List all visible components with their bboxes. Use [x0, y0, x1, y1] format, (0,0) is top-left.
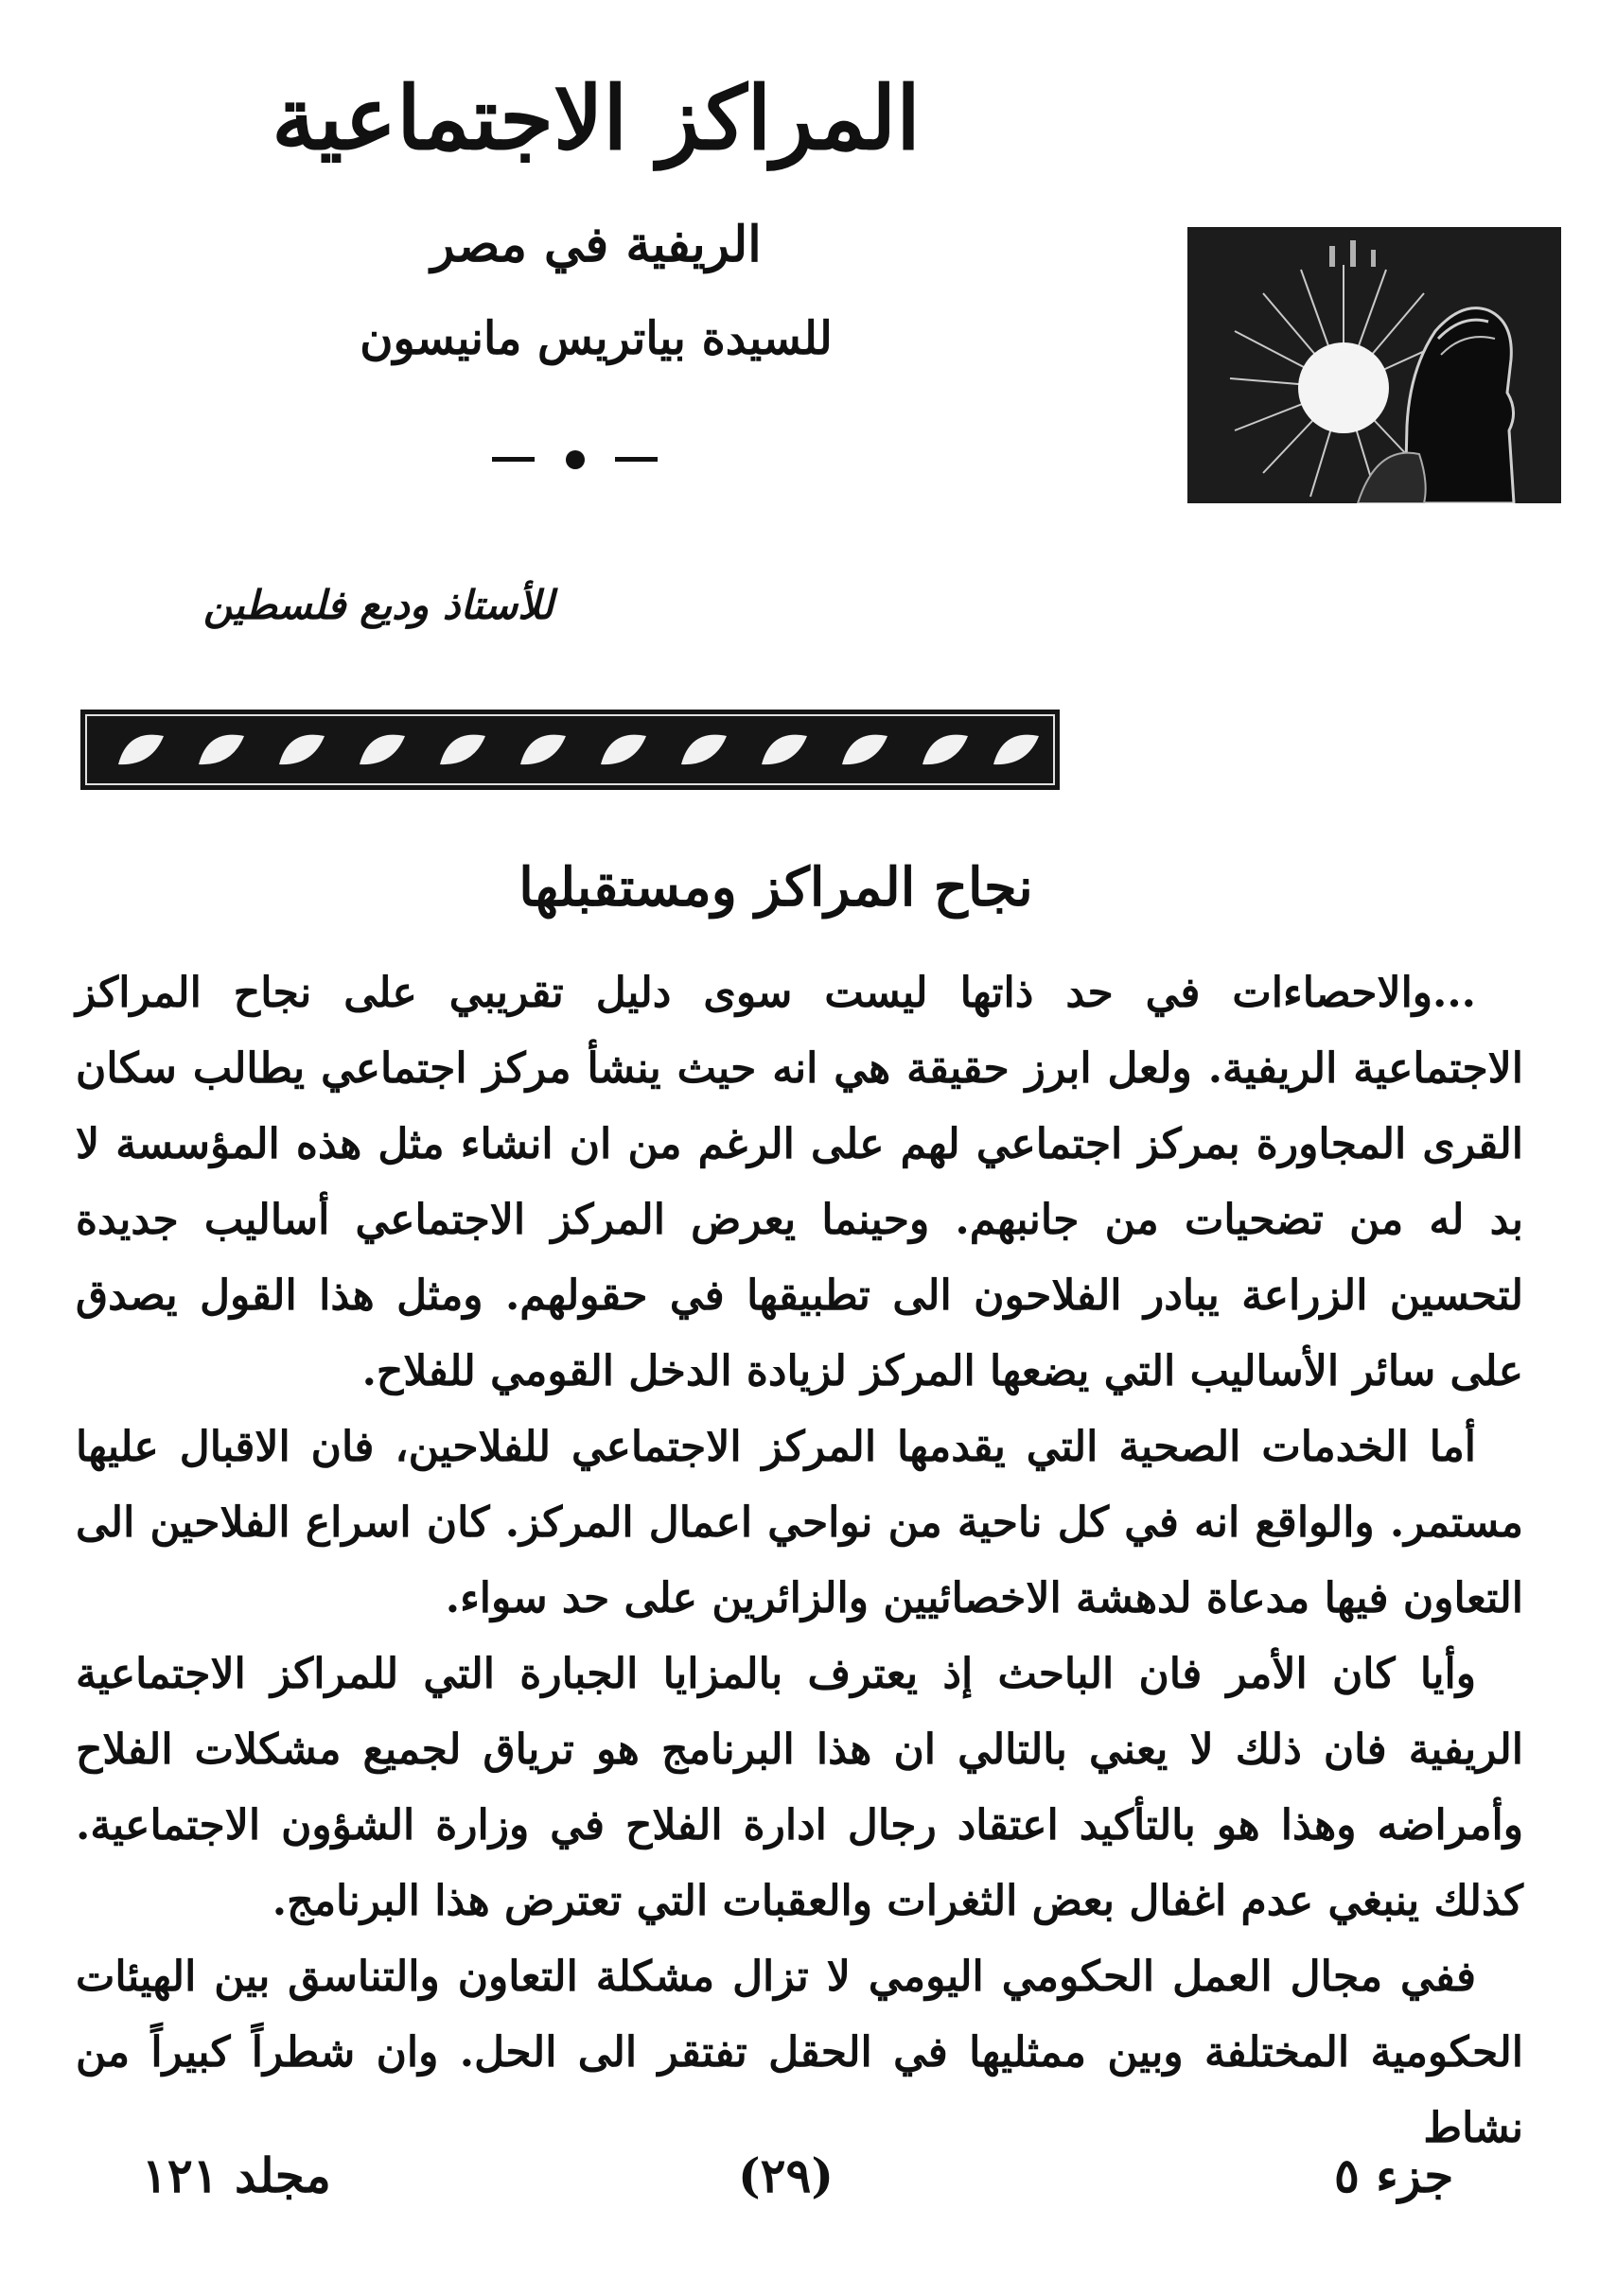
body-paragraph-2: أما الخدمات الصحية التي يقدمها المركز الاجتماعي للفلاحين، فان الاقبال عليها مستمر. والواقع انه في كل ناحية من نواحي اعمال المركز. كان اسراع الفلاحين الى التعاون فيها مدعاة لدهشة الاخصائيين والزائرين على حد سواء.: [76, 1423, 1523, 1622]
page-number: (٢٩): [738, 2147, 835, 2203]
body-paragraph-1: ...والاحصاءات في حد ذاتها ليست سوى دليل تقريبي على نجاح المراكز الاجتماعية الريفية. ولعل ابرز حقيقة هي انه حيث ينشأ مركز اجتماعي يطالب سكان القرى المجاورة بمركز اجتماعي لهم على الرغم من ان انشاء مثل هذه المؤسسة لا بد له من تضحيات من جانبهم. وحينما يعرض المركز الاجتماعي أساليب جديدة لتحسين الزراعة يبادر الفلاحون الى تطبيقها في حقولهم. ومثل هذا القول يصدق على سائر الأساليب التي يضعها المركز لزيادة الدخل القومي للفلاح.: [76, 969, 1524, 1395]
body-paragraph-4: ففي مجال العمل الحكومي اليومي لا تزال مشكلة التعاون والتناسق بين الهيئات الحكومية المختلفة وبين ممثليها في الحقل تفتقر الى الحل. وان شطراً كبيراً من نشاط: [76, 1953, 1523, 2152]
translator-credit: للأستاذ وديع فلسطين: [202, 582, 554, 628]
divider-dot: [566, 450, 585, 469]
ornament-svg: [80, 710, 1060, 790]
body-paragraph-3: وأيا كان الأمر فان الباحث إذ يعترف بالمزايا الجبارة التي للمراكز الاجتماعية الريفية فان ذلك لا يعني بالتالي ان هذا البرنامج هو ترياق لجميع مشكلات الفلاح وأمراضه وهذا هو بالتأكيد اعتقاد رجال ادارة الفلاح في وزارة الشؤون الاجتماعية. كذلك ينبغي عدم اغفال بعض الثغرات والعقبات التي تعترض هذا البرنامج.: [76, 1650, 1524, 1925]
illustration-svg: [1187, 227, 1561, 503]
article-body: [76, 955, 1523, 2166]
leaf-ornament-band-icon: [80, 710, 1060, 790]
part-number: جزء ٥: [1334, 2147, 1454, 2203]
volume-number: مجلد ١٢١: [142, 2147, 331, 2203]
article-subtitle: الريفية في مصر: [430, 216, 762, 273]
figure-with-radiant-sun-icon: [1187, 227, 1561, 503]
article-title: المراكز الاجتماعية: [272, 67, 921, 169]
author-byline: للسيدة بياتريس مانيسون: [360, 312, 833, 365]
section-heading: نجاح المراكز ومستقبلها: [518, 856, 1033, 919]
title-divider: [492, 445, 662, 473]
divider-bar-left: [492, 457, 535, 462]
page-footer: [0, 2147, 1599, 2223]
divider-bar-right: [615, 457, 658, 462]
